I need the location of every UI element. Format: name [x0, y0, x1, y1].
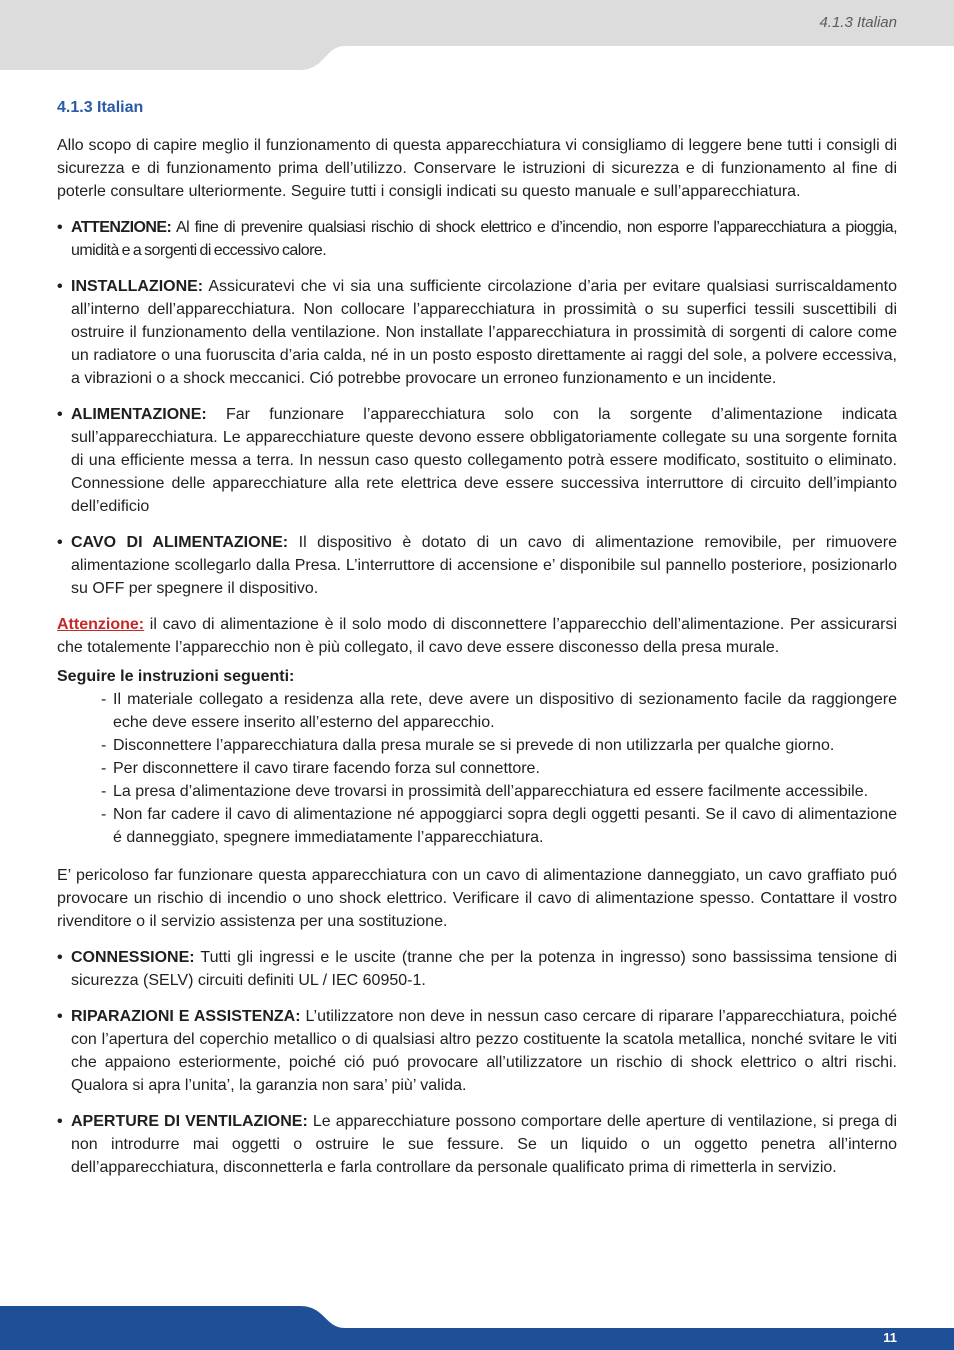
bullet-label: CONNESSIONE: [71, 949, 195, 966]
bullet-cavo-alimentazione [57, 531, 897, 600]
list-item: - Per disconnettere il cavo tirare facendo forza sul connettore. [101, 760, 540, 777]
bullet-dot: • [57, 1008, 63, 1025]
warning-paragraph [57, 613, 897, 659]
intro-paragraph: Allo scopo di capire meglio il funzionamento di questa apparecchiatura vi consigliamo di leggere bene tutti i consigli di sicurezza e di funzionamento prima dell’utilizzo. Conservare le istruzioni di sicurezza e di funzionamento al fine di poterle consultare ulteriormente. Seguire tutti i consigli indicati su questo manuale e sull’apparecchiatura. [57, 137, 897, 200]
footer-band [0, 1300, 954, 1350]
list-item-text: Per disconnettere il cavo tirare facendo forza sul connettore. [113, 760, 540, 777]
bullet-text: Tutti gli ingressi e le uscite (tranne che per la potenza in ingresso) sono bassissima tensione di sicurezza (SELV) circuiti definiti UL / IEC 60950-1. [71, 949, 898, 989]
bullet-dot: • [57, 534, 63, 551]
bullet-dot: • [57, 1113, 63, 1130]
bullet-connessione [57, 946, 897, 992]
section-title: 4.1.3 Italian [57, 99, 144, 116]
bullet-attenzione [57, 216, 897, 262]
bullet-label: ATTENZIONE: [71, 219, 172, 236]
bullet-installazione [57, 275, 897, 390]
header-section-label: 4.1.3 Italian [819, 14, 897, 31]
bullet-dot: • [57, 219, 63, 236]
instructions-heading: Seguire le instruzioni seguenti: [57, 668, 295, 685]
list-item-text: La presa d’alimentazione deve trovarsi in prossimità dell’apparecchiatura ed essere facilmente accessibile. [113, 783, 869, 800]
bullet-body [71, 219, 897, 259]
list-item-text: Disconnettere l’apparecchiatura dalla presa murale se si prevede di non utilizzarla per qualche giorno. [113, 737, 835, 754]
bullet-alimentazione [57, 403, 897, 518]
bullet-text: Le apparecchiature possono comportare delle aperture di ventilazione, si prega di non introdurre mai oggetti o ostruire le sue fessure. Se un liquido o un oggetto penetra all’interno dell’apparecchiatura, disconnetterla e farla controllare da personale qualificato prima di rimetterla in servizio. [71, 1113, 898, 1176]
bullet-label: ALIMENTAZIONE: [71, 406, 207, 423]
bullet-text: Il dispositivo è dotato di un cavo di alimentazione removibile, per rimuovere alimentazione scollegarlo dalla Presa. L’interruttore di accensione e’ disponibile sul pannello posteriore, posizionarlo su OFF per spegnere il dispositivo. [71, 534, 897, 597]
page-content [57, 96, 897, 1192]
bullet-text: Al fine di prevenire qualsiasi rischio di shock elettrico e d’incendio, non esporre l’apparecchiatura a pioggia, umidità e a sorgenti di eccessivo calore. [71, 219, 897, 259]
bullet-dot: • [57, 406, 63, 423]
bullet-label: RIPARAZIONI E ASSISTENZA: [71, 1008, 301, 1025]
bullet-dot: • [57, 949, 63, 966]
list-item: - Disconnettere l’apparecchiatura dalla presa murale se si prevede di non utilizzarla per qualche giorno. [101, 737, 835, 754]
danger-paragraph: E’ pericoloso far funzionare questa apparecchiatura con un cavo di alimentazione danneggiato, un cavo graffiato puó provocare un rischio di incendio o uno shock elettrico. Verificare il cavo di alimentazione spesso. Contattare il vostro rivenditore o il servizio assistenza per una sostituzione. [57, 867, 897, 930]
bullet-dot: • [57, 278, 63, 295]
list-item: - La presa d’alimentazione deve trovarsi in prossimità dell’apparecchiatura ed essere facilmente accessibile. [101, 783, 869, 800]
list-item: - Il materiale collegato a residenza alla rete, deve avere un dispositivo di sezionamento facile da raggiongere eche deve essere inserito all’esterno del apparecchio. [101, 691, 897, 731]
list-item-text: Il materiale collegato a residenza alla rete, deve avere un dispositivo di sezionamento facile da raggiongere eche deve essere inserito all’esterno del apparecchio. [113, 691, 897, 731]
bullet-text: Assicuratevi che vi sia una sufficiente circolazione d’aria per evitare qualsiasi surriscaldamento all’interno dell’apparecchiatura. Non collocare l’apparecchiatura in prossimità o su superfici tessili suscettibili di ostruire il funzionamento della ventilazione. Non installate l’apparecchiatura in prossimità di sorgenti di calore come un radiatore o una fuoruscita d’aria calda, né in un posto esposto direttamente ai raggi del sole, a polvere eccessiva, a vibrazioni o a shock meccanici. Ció potrebbe provocare un erroneo funzionamento e un incidente. [71, 278, 898, 387]
instructions-list [101, 688, 897, 849]
bullet-aperture-ventilazione [57, 1110, 897, 1179]
bullet-text: L’utilizzatore non deve in nessun caso cercare di riparare l’apparecchiatura, poiché con l’apertura del coperchio metallico o di qualsiasi altro pezzo costituente la scatola metallica, nonché svitare le viti che appaiono esteriormente, poiché ció puó provocare all’utilizzatore un rischio di shock elettrico o altri rischi. Qualora si apra l’unita’, la garanzia non sara’ più’ valida. [71, 1008, 897, 1094]
warning-text: il cavo di alimentazione è il solo modo di disconnettere l’apparecchio dell’alimentazione. Per assicurarsi che totalemente l’apparecchio non è più collegato, il cavo deve essere disconesso della presa murale. [57, 616, 897, 656]
bullet-label: INSTALLAZIONE: [71, 278, 204, 295]
list-item-text: Non far cadere il cavo di alimentazione né appoggiarci sopra degli oggetti pesanti. Se il cavo di alimentazione é danneggiato, spegnere immediatamente l’apparecchiatura. [113, 806, 897, 846]
warning-label: Attenzione: [57, 616, 145, 633]
bullet-label: CAVO DI ALIMENTAZIONE: [71, 534, 289, 551]
bullet-riparazioni [57, 1005, 897, 1097]
header-band [0, 0, 954, 70]
bullet-text: Far funzionare l’apparecchiatura solo con la sorgente d’alimentazione indicata sull’apparecchiatura. Le apparecchiature queste devono essere obbligatoriamente collegate su una sorgente fornita di una efficiente messa a terra. In nessun caso questo collegamento potrà essere modificato, sostituito o eliminato. Connessione delle apparecchiature alla rete elettrica deve essere successiva interruttore di circuito dell’impianto dell’edificio [71, 406, 898, 515]
page-number: 11 [883, 1330, 897, 1345]
list-item: - Non far cadere il cavo di alimentazione né appoggiarci sopra degli oggetti pesanti. Se il cavo di alimentazione é danneggiato, spegnere immediatamente l’apparecchiatura. [101, 806, 897, 846]
bullet-label: APERTURE DI VENTILAZIONE: [71, 1113, 308, 1130]
